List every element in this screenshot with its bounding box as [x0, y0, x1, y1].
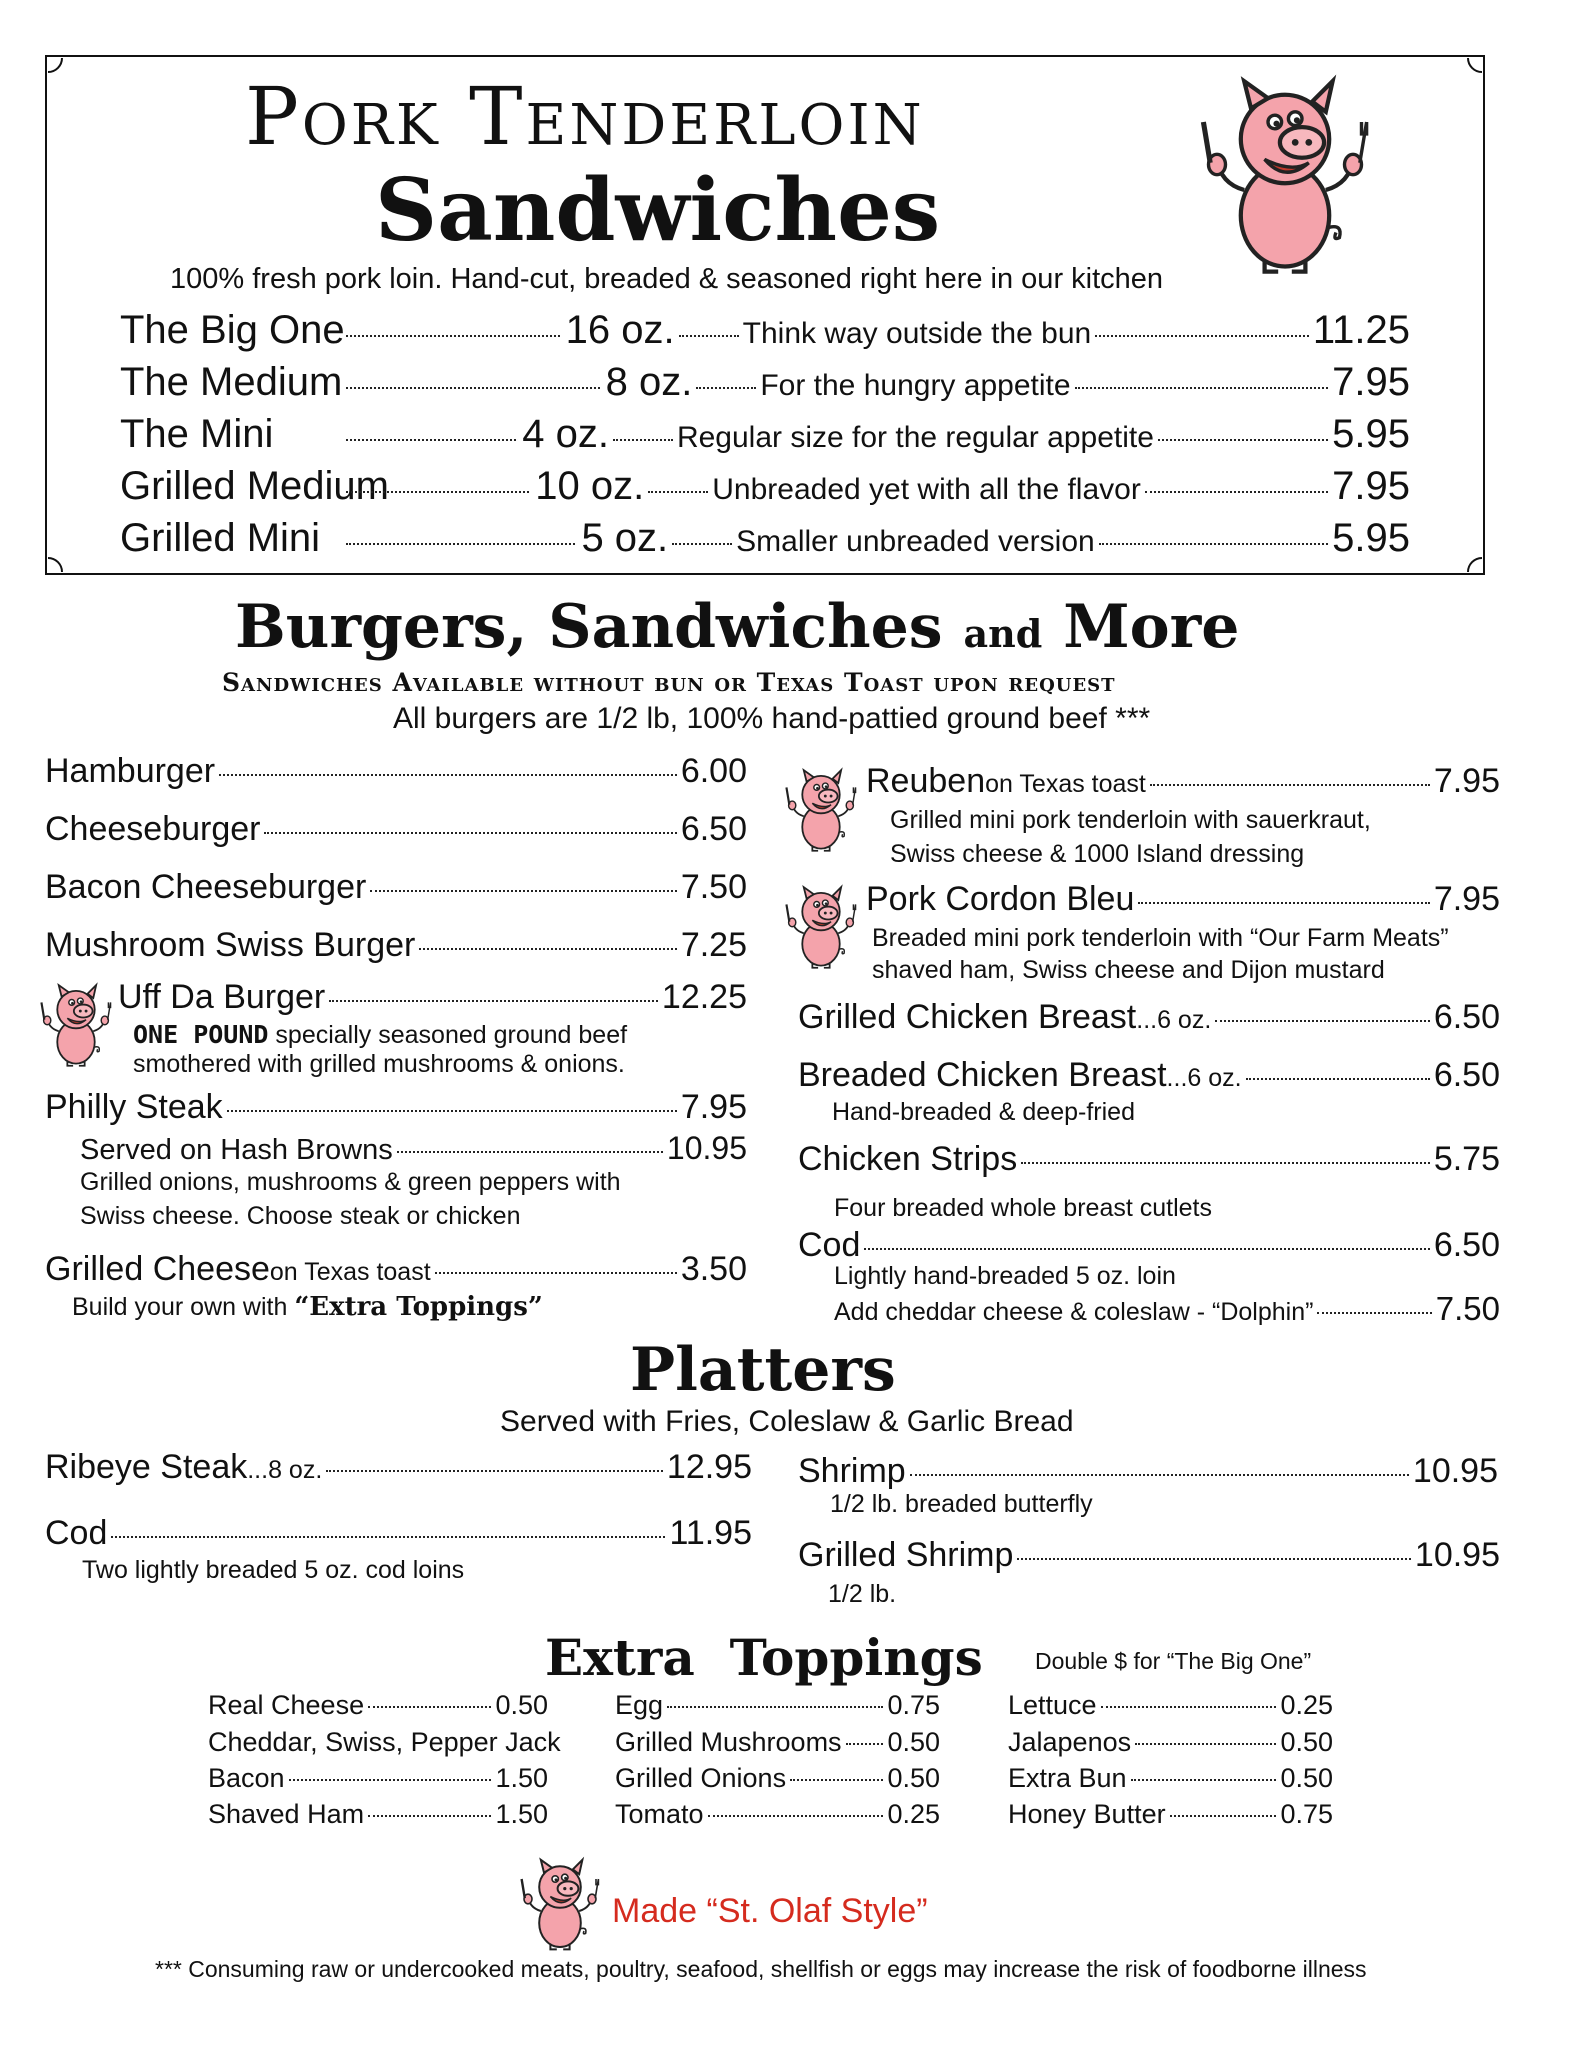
item-price: 12.25	[661, 978, 747, 1016]
grilled-cheese-desc-ref: “Extra Toppings”	[294, 1292, 543, 1322]
topping-item	[1008, 1690, 1333, 1721]
st-olaf-style: Made “St. Olaf Style”	[612, 1892, 928, 1930]
topping-price: 1.50	[495, 1799, 548, 1829]
topping-item	[615, 1690, 940, 1721]
topping-price: 1.50	[495, 1763, 548, 1793]
item-size: 5 oz.	[581, 516, 669, 560]
topping-name: Real Cheese	[208, 1690, 365, 1720]
topping-item	[208, 1763, 548, 1794]
topping-item	[208, 1799, 548, 1830]
item-price: 6.50	[680, 810, 747, 848]
item-price: 5.75	[1433, 1140, 1500, 1178]
pig-icon	[40, 980, 112, 1068]
uff-da-desc-rest: specially seasoned ground beef	[268, 1021, 628, 1049]
item-name: The Medium	[120, 360, 343, 404]
item-price: 7.95	[1433, 880, 1500, 918]
topping-item	[1008, 1799, 1333, 1830]
tenderloin-item	[120, 412, 1410, 457]
cod-desc: Lightly hand-breaded 5 oz. loin	[834, 1262, 1176, 1290]
item-name: Grilled Chicken Breast	[798, 998, 1137, 1036]
tenderloin-item	[120, 360, 1410, 405]
topping-price: 0.50	[887, 1727, 940, 1757]
pig-icon	[785, 765, 857, 853]
item-name: Grilled Cheese	[45, 1250, 270, 1288]
item-price: 7.50	[1435, 1290, 1500, 1327]
item-name: Cod	[45, 1514, 108, 1552]
topping-name: Tomato	[615, 1799, 704, 1829]
item-price: 10.95	[1414, 1536, 1500, 1574]
topping-item	[208, 1690, 548, 1721]
item-price: 11.25	[1312, 308, 1410, 352]
topping-item	[1008, 1727, 1333, 1758]
grilled-cheese-desc-text: Build your own with	[72, 1293, 295, 1321]
topping-price: 0.50	[1280, 1763, 1333, 1793]
topping-price: 0.75	[1280, 1799, 1333, 1829]
item-price: 7.95	[1332, 360, 1410, 404]
item-name: Bacon Cheeseburger	[45, 868, 367, 906]
item-price: 6.50	[1433, 1226, 1500, 1264]
item-price: 10.95	[666, 1130, 747, 1166]
toppings-note: Double $ for “The Big One”	[1035, 1648, 1312, 1674]
topping-name: Shaved Ham	[208, 1799, 365, 1829]
tenderloin-item	[120, 308, 1410, 353]
topping-item	[1008, 1763, 1333, 1794]
cod-platter-desc: Two lightly breaded 5 oz. cod loins	[82, 1556, 465, 1584]
shrimp-desc: 1/2 lb. breaded butterfly	[830, 1490, 1093, 1518]
item-name: Add cheddar cheese & coleslaw - “Dolphin”	[834, 1298, 1314, 1326]
topping-name: Lettuce	[1008, 1690, 1097, 1720]
item-name: Ribeye Steak	[45, 1448, 248, 1486]
item-size: 4 oz.	[522, 412, 609, 456]
platters-subtitle: Served with Fries, Coleslaw & Garlic Bread	[500, 1405, 1074, 1438]
tenderloin-item	[120, 464, 1410, 509]
menu-item-uff-da-burger	[118, 978, 747, 1017]
topping-price: 0.50	[887, 1763, 940, 1793]
menu-item-cod-platter	[45, 1514, 752, 1553]
topping-name: Bacon	[208, 1763, 285, 1793]
menu-item-breaded-chicken	[798, 1056, 1500, 1095]
menu-item-cod	[798, 1226, 1500, 1265]
cordon-desc-1: Breaded mini pork tenderloin with “Our Farm Meats”	[872, 924, 1449, 952]
burgers-title-and: and	[963, 611, 1043, 656]
burgers-title-a: Burgers, Sandwiches	[235, 592, 943, 662]
pig-icon	[520, 1855, 600, 1951]
toppings-title: Extra Toppings	[545, 1628, 983, 1687]
item-name: Philly Steak	[45, 1088, 223, 1126]
item-name: Reuben	[866, 762, 986, 800]
burgers-subtitle: Sandwiches Available without bun or Texas Toast upon request	[222, 668, 1116, 697]
topping-name: Grilled Mushrooms	[615, 1727, 842, 1757]
item-name: Grilled Mini	[120, 516, 321, 560]
uff-da-desc-2: smothered with grilled mushrooms & onions.	[133, 1050, 625, 1078]
topping-name: Honey Butter	[1008, 1799, 1166, 1829]
menu-item-cheeseburger	[45, 810, 747, 849]
topping-name: Egg	[615, 1690, 664, 1720]
item-name: Breaded Chicken Breast	[798, 1056, 1167, 1094]
item-name: Hamburger	[45, 752, 216, 790]
burgers-note: All burgers are 1/2 lb, 100% hand-pattied ground beef ***	[393, 702, 1151, 735]
menu-item-ribeye	[45, 1448, 752, 1487]
disclaimer: *** Consuming raw or undercooked meats, poultry, seafood, shellfish or eggs may increase the risk of foodborne illness	[155, 1956, 1367, 1982]
item-price: 7.95	[1332, 464, 1410, 508]
topping-item	[615, 1727, 940, 1758]
pig-mascot-icon	[1200, 58, 1370, 288]
platters-title: Platters	[630, 1335, 896, 1405]
chicken-strips-desc: Four breaded whole breast cutlets	[834, 1194, 1212, 1222]
item-name: The Big One	[120, 308, 345, 352]
item-desc: Think way outside the bun	[742, 317, 1092, 350]
uff-da-desc-bold: ONE POUND	[133, 1020, 269, 1049]
topping-name: Extra Bun	[1008, 1763, 1127, 1793]
item-price: 7.50	[680, 868, 747, 906]
item-name: Grilled Shrimp	[798, 1536, 1014, 1574]
item-price: 12.95	[666, 1448, 752, 1486]
reuben-desc-2: Swiss cheese & 1000 Island dressing	[890, 840, 1305, 868]
item-size: 10 oz.	[535, 464, 645, 508]
item-name: Uff Da Burger	[118, 978, 326, 1016]
philly-desc-2: Swiss cheese. Choose steak or chicken	[80, 1202, 521, 1230]
item-desc: Regular size for the regular appetite	[676, 421, 1154, 454]
topping-name: Grilled Onions	[615, 1763, 787, 1793]
item-qualifier: on Texas toast	[985, 770, 1146, 798]
menu-item-shrimp	[798, 1452, 1498, 1491]
item-price: 5.95	[1332, 412, 1410, 456]
pig-icon	[785, 882, 857, 970]
uff-da-desc-1	[133, 1020, 627, 1050]
burgers-title-b: More	[1063, 592, 1240, 662]
item-size: 16 oz.	[565, 308, 675, 352]
topping-price: 0.50	[495, 1690, 548, 1720]
item-price: 7.95	[1433, 762, 1500, 800]
item-desc: Unbreaded yet with all the flavor	[712, 473, 1141, 506]
grilled-cheese-desc	[72, 1292, 543, 1322]
menu-item-mushroom-swiss	[45, 926, 747, 965]
menu-item-hamburger	[45, 752, 747, 791]
topping-name: Cheddar, Swiss, Pepper Jack	[208, 1727, 561, 1757]
item-price: 7.95	[680, 1088, 747, 1126]
item-desc: Smaller unbreaded version	[736, 525, 1095, 558]
topping-price: 0.75	[887, 1690, 940, 1720]
menu-item-cod-dolphin	[834, 1290, 1500, 1328]
topping-price: 0.25	[1280, 1690, 1333, 1720]
menu-item-philly-hash-browns	[80, 1130, 747, 1167]
item-name: Chicken Strips	[798, 1140, 1018, 1178]
item-name: Cod	[798, 1226, 861, 1264]
item-qualifier: ...6 oz.	[1166, 1064, 1242, 1092]
item-name: The Mini	[120, 412, 274, 456]
item-price: 6.00	[680, 752, 747, 790]
topping-price: 0.25	[887, 1799, 940, 1829]
item-price: 11.95	[669, 1514, 752, 1552]
philly-desc-1: Grilled onions, mushrooms & green peppers with	[80, 1168, 621, 1196]
item-price: 6.50	[1433, 998, 1500, 1036]
item-name: Served on Hash Browns	[80, 1134, 393, 1166]
item-name: Pork Cordon Bleu	[866, 880, 1135, 918]
breaded-chicken-desc: Hand-breaded & deep-fried	[832, 1098, 1135, 1126]
item-name: Mushroom Swiss Burger	[45, 926, 416, 964]
cordon-desc-2: shaved ham, Swiss cheese and Dijon mustard	[872, 956, 1385, 984]
item-price: 10.95	[1412, 1452, 1498, 1490]
item-name: Shrimp	[798, 1452, 906, 1490]
menu-item-grilled-shrimp	[798, 1536, 1500, 1575]
item-desc: For the hungry appetite	[760, 369, 1071, 402]
menu-item-grilled-cheese	[45, 1250, 747, 1289]
burgers-title	[235, 592, 1239, 662]
topping-item	[208, 1727, 561, 1758]
item-qualifier: ...6 oz.	[1136, 1006, 1212, 1034]
item-qualifier: on Texas toast	[269, 1258, 431, 1286]
tenderloin-intro: 100% fresh pork loin. Hand-cut, breaded & seasoned right here in our kitchen	[170, 263, 1164, 295]
item-name: Grilled Medium	[120, 464, 389, 508]
item-price: 6.50	[1433, 1056, 1500, 1094]
tenderloin-subtitle: Sandwiches	[375, 160, 941, 261]
topping-item	[615, 1763, 940, 1794]
tenderloin-item	[120, 516, 1410, 561]
item-price: 5.95	[1332, 516, 1410, 560]
menu-item-philly-steak	[45, 1088, 747, 1127]
item-price: 7.25	[680, 926, 747, 964]
menu-item-bacon-cheeseburger	[45, 868, 747, 907]
item-qualifier: ...8 oz.	[247, 1456, 323, 1484]
grilled-shrimp-desc: 1/2 lb.	[828, 1580, 897, 1608]
menu-item-pork-cordon-bleu	[866, 880, 1500, 919]
menu-item-grilled-chicken	[798, 998, 1500, 1037]
menu-item-chicken-strips	[798, 1140, 1500, 1179]
item-price: 3.50	[680, 1250, 747, 1288]
topping-item	[615, 1799, 940, 1830]
topping-name: Jalapenos	[1008, 1727, 1132, 1757]
topping-price: 0.50	[1280, 1727, 1333, 1757]
item-name: Cheeseburger	[45, 810, 261, 848]
menu-item-reuben	[866, 762, 1500, 801]
reuben-desc-1: Grilled mini pork tenderloin with sauerkraut,	[890, 806, 1371, 834]
item-size: 8 oz.	[605, 360, 693, 404]
tenderloin-title: Pork Tenderloin	[245, 70, 925, 163]
